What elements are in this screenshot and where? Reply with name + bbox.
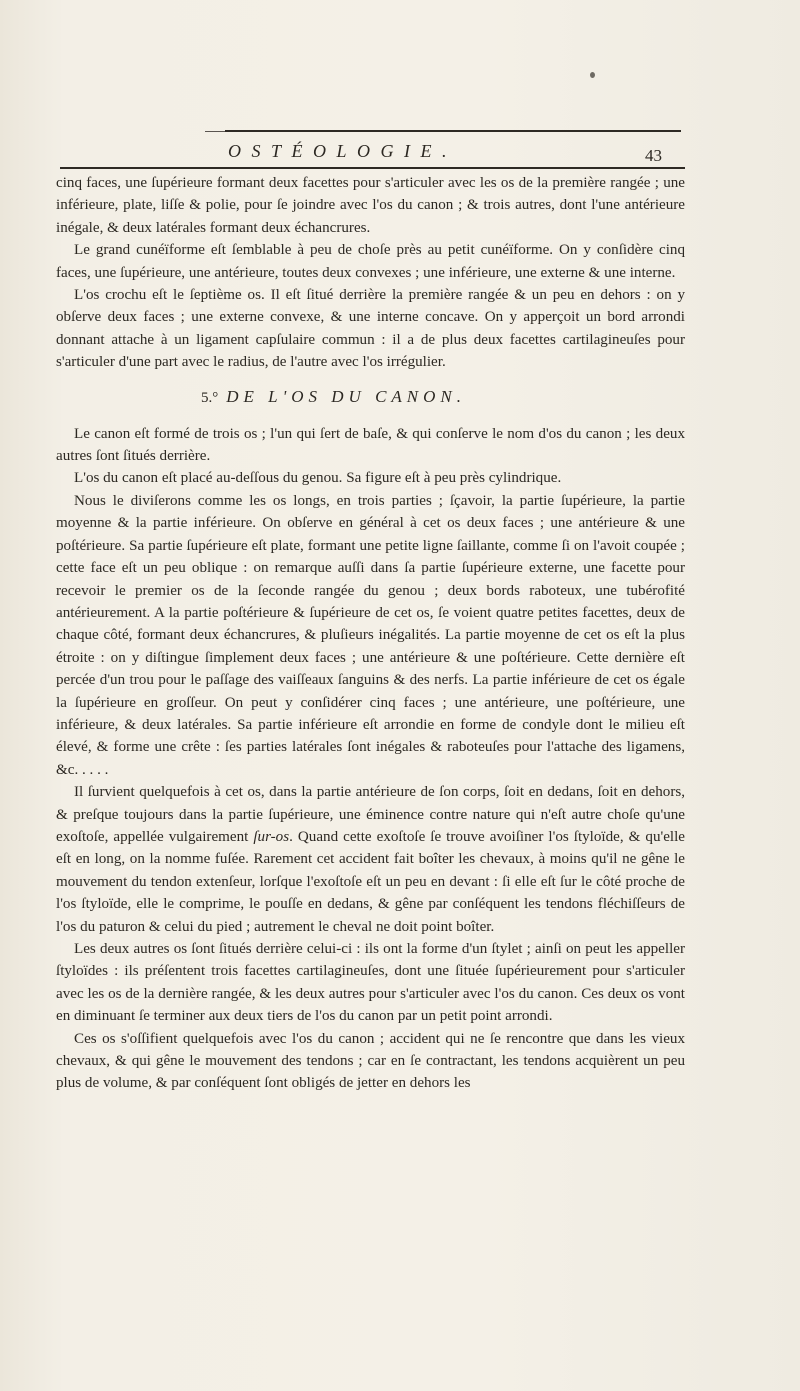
paragraph-grand-cuneiforme: Le grand cunéïforme eſt ſemblable à peu de choſe près au petit cunéïforme. On y conſidère cinq faces, une ſupérieure, une antérieure, toutes deux convexes ; une inférieure, une externe & une interne. — [56, 242, 685, 281]
paragraph-ossification: Ces os s'oſſifient quelquefois avec l'os du canon ; accident qui ne ſe rencontre que dans les vieux chevaux, & qui gêne le mouvement des tendons ; car en ſe contractant, les tendons acquièrent un peu plus de volume, & par conſéquent ſont obligés de jetter en dehors les — [56, 1030, 685, 1092]
section-title: DE L'OS DU CANON. — [226, 386, 467, 406]
paragraph-styloides: Les deux autres os ſont ſitués derrière celui-ci : ils ont la forme d'un ſtylet ; ainſi on peut les appeller ſtyloïdes : ils préſentent trois facettes cartilagineuſes, dont une ſituée ſupérieurement pour s'articuler avec les os de la dernière rangée, & les deux autres pour s'articuler avec l'os du canon. Ces deux os vont en diminuant ſe terminer aux deux tiers de l'os du canon par un petit point arrondi. — [56, 941, 685, 1025]
ink-speck — [590, 72, 595, 78]
body-text — [56, 172, 685, 1095]
paragraph-exostose — [56, 781, 685, 938]
top-rule — [225, 130, 681, 132]
header-rule — [60, 167, 685, 169]
term-sur-os: ſur-os — [253, 828, 290, 845]
paragraph-exostose-text-start: Il ſurvient quelquefois à cet os, dans la partie antérieure de ſon corps, ſoit en dedans, ſoit en dehors, & preſque toujours dans la partie ſupérieure, une éminence contre nature qui n'eſt autre choſe qu'une exoſtoſe, appellée vulgairement — [56, 784, 685, 845]
page-number: 43 — [645, 146, 662, 165]
top-rule-fade — [205, 131, 227, 132]
paragraph-canon-division: Nous le diviſerons comme les os longs, en trois parties ; ſçavoir, la partie ſupérieure, la partie moyenne & la partie inférieure. On obſerve en général à cet os deux faces ; une antérieure & une poſtérieure. Sa partie ſupérieure eſt plate, formant une petite ligne ſaillante, comme ſi on l'avoit coupée ; cette face eſt un peu oblique : on remarque auſſi dans ſa partie ſupérieure externe, une facette pour recevoir le premier os de la ſeconde rangée du genou ; deux bords raboteux, une tubérofité antérieurement. A la partie poſtérieure & ſupérieure de cet os, ſe voient quatre petites facettes, deux de chaque côté, formant deux échancrures, & pluſieurs inégalités. La partie moyenne de cet os eſt la plus étroite : on y diſtingue ſimplement deux faces ; une antérieure & une poſtérieure. Cette dernière eſt percée d'un trou pour le paſſage des vaiſſeaux ſanguins & des nerfs. La partie inférieure de cet os égale la ſupérieure en groſſeur. On peut y conſidérer cinq faces ; une antérieure, une poſtérieure, une inférieure, & deux latérales. Sa partie inférieure eſt arrondie en forme de condyle dont le milieu eſt élevé, & forme une crête : ſes parties latérales ſont inégales & raboteuſes pour l'attache des ligamens, &c. . . . . — [56, 492, 685, 778]
paragraph-canon-placement: L'os du canon eſt placé au-deſſous du genou. Sa figure eſt à peu près cylindrique. — [74, 470, 562, 487]
paragraph-continued: cinq faces, une ſupérieure formant deux facettes pour s'articuler avec les os de la première rangée ; une inférieure, plate, liſſe & polie, pour ſe joindre avec l'os du canon ; & trois autres, dont l'une antérieure inégale, & deux latérales formant deux échancrures. — [56, 175, 685, 236]
section-number: 5.° — [201, 389, 219, 406]
paragraph-canon-formation: Le canon eſt formé de trois os ; l'un qui ſert de baſe, & qui conſerve le nom d'os du canon ; les deux autres ſont ſitués derrière. — [56, 425, 685, 465]
section-heading — [56, 386, 685, 409]
paragraph-exostose-text-end: . Quand cette exoſtoſe ſe trouve avoiſiner l'os ſtyloïde, & qu'elle eſt en long, on la nomme fuſée. Rarement cet accident fait boîter les chevaux, à moins qu'il ne gêne le mouvement du tendon extenſeur, lorſque l'exoſtoſe eſt un peu en devant : ſi elle eſt ſur le côté proche de l'os ſtyloïde, elle le comprime, le pouſſe en dedans, & gêne par conſéquent les tendons fléchiſſeurs de l'os du paturon & celui du pied ; autrement le cheval ne doit point boîter. — [56, 828, 686, 935]
running-title: OSTÉOLOGIE. — [228, 141, 458, 161]
paragraph-os-crochu: L'os crochu eſt le ſeptième os. Il eſt ſitué derrière la première rangée & un peu en dehors : on y obſerve deux faces ; une externe convexe, & une interne concave. On y apperçoit un bord arrondi donnant attache à un ligament capſulaire commun : il a de plus deux facettes cartilagineuſes pour s'articuler d'une part avec le radius, de l'autre avec l'os irrégulier. — [56, 287, 685, 371]
